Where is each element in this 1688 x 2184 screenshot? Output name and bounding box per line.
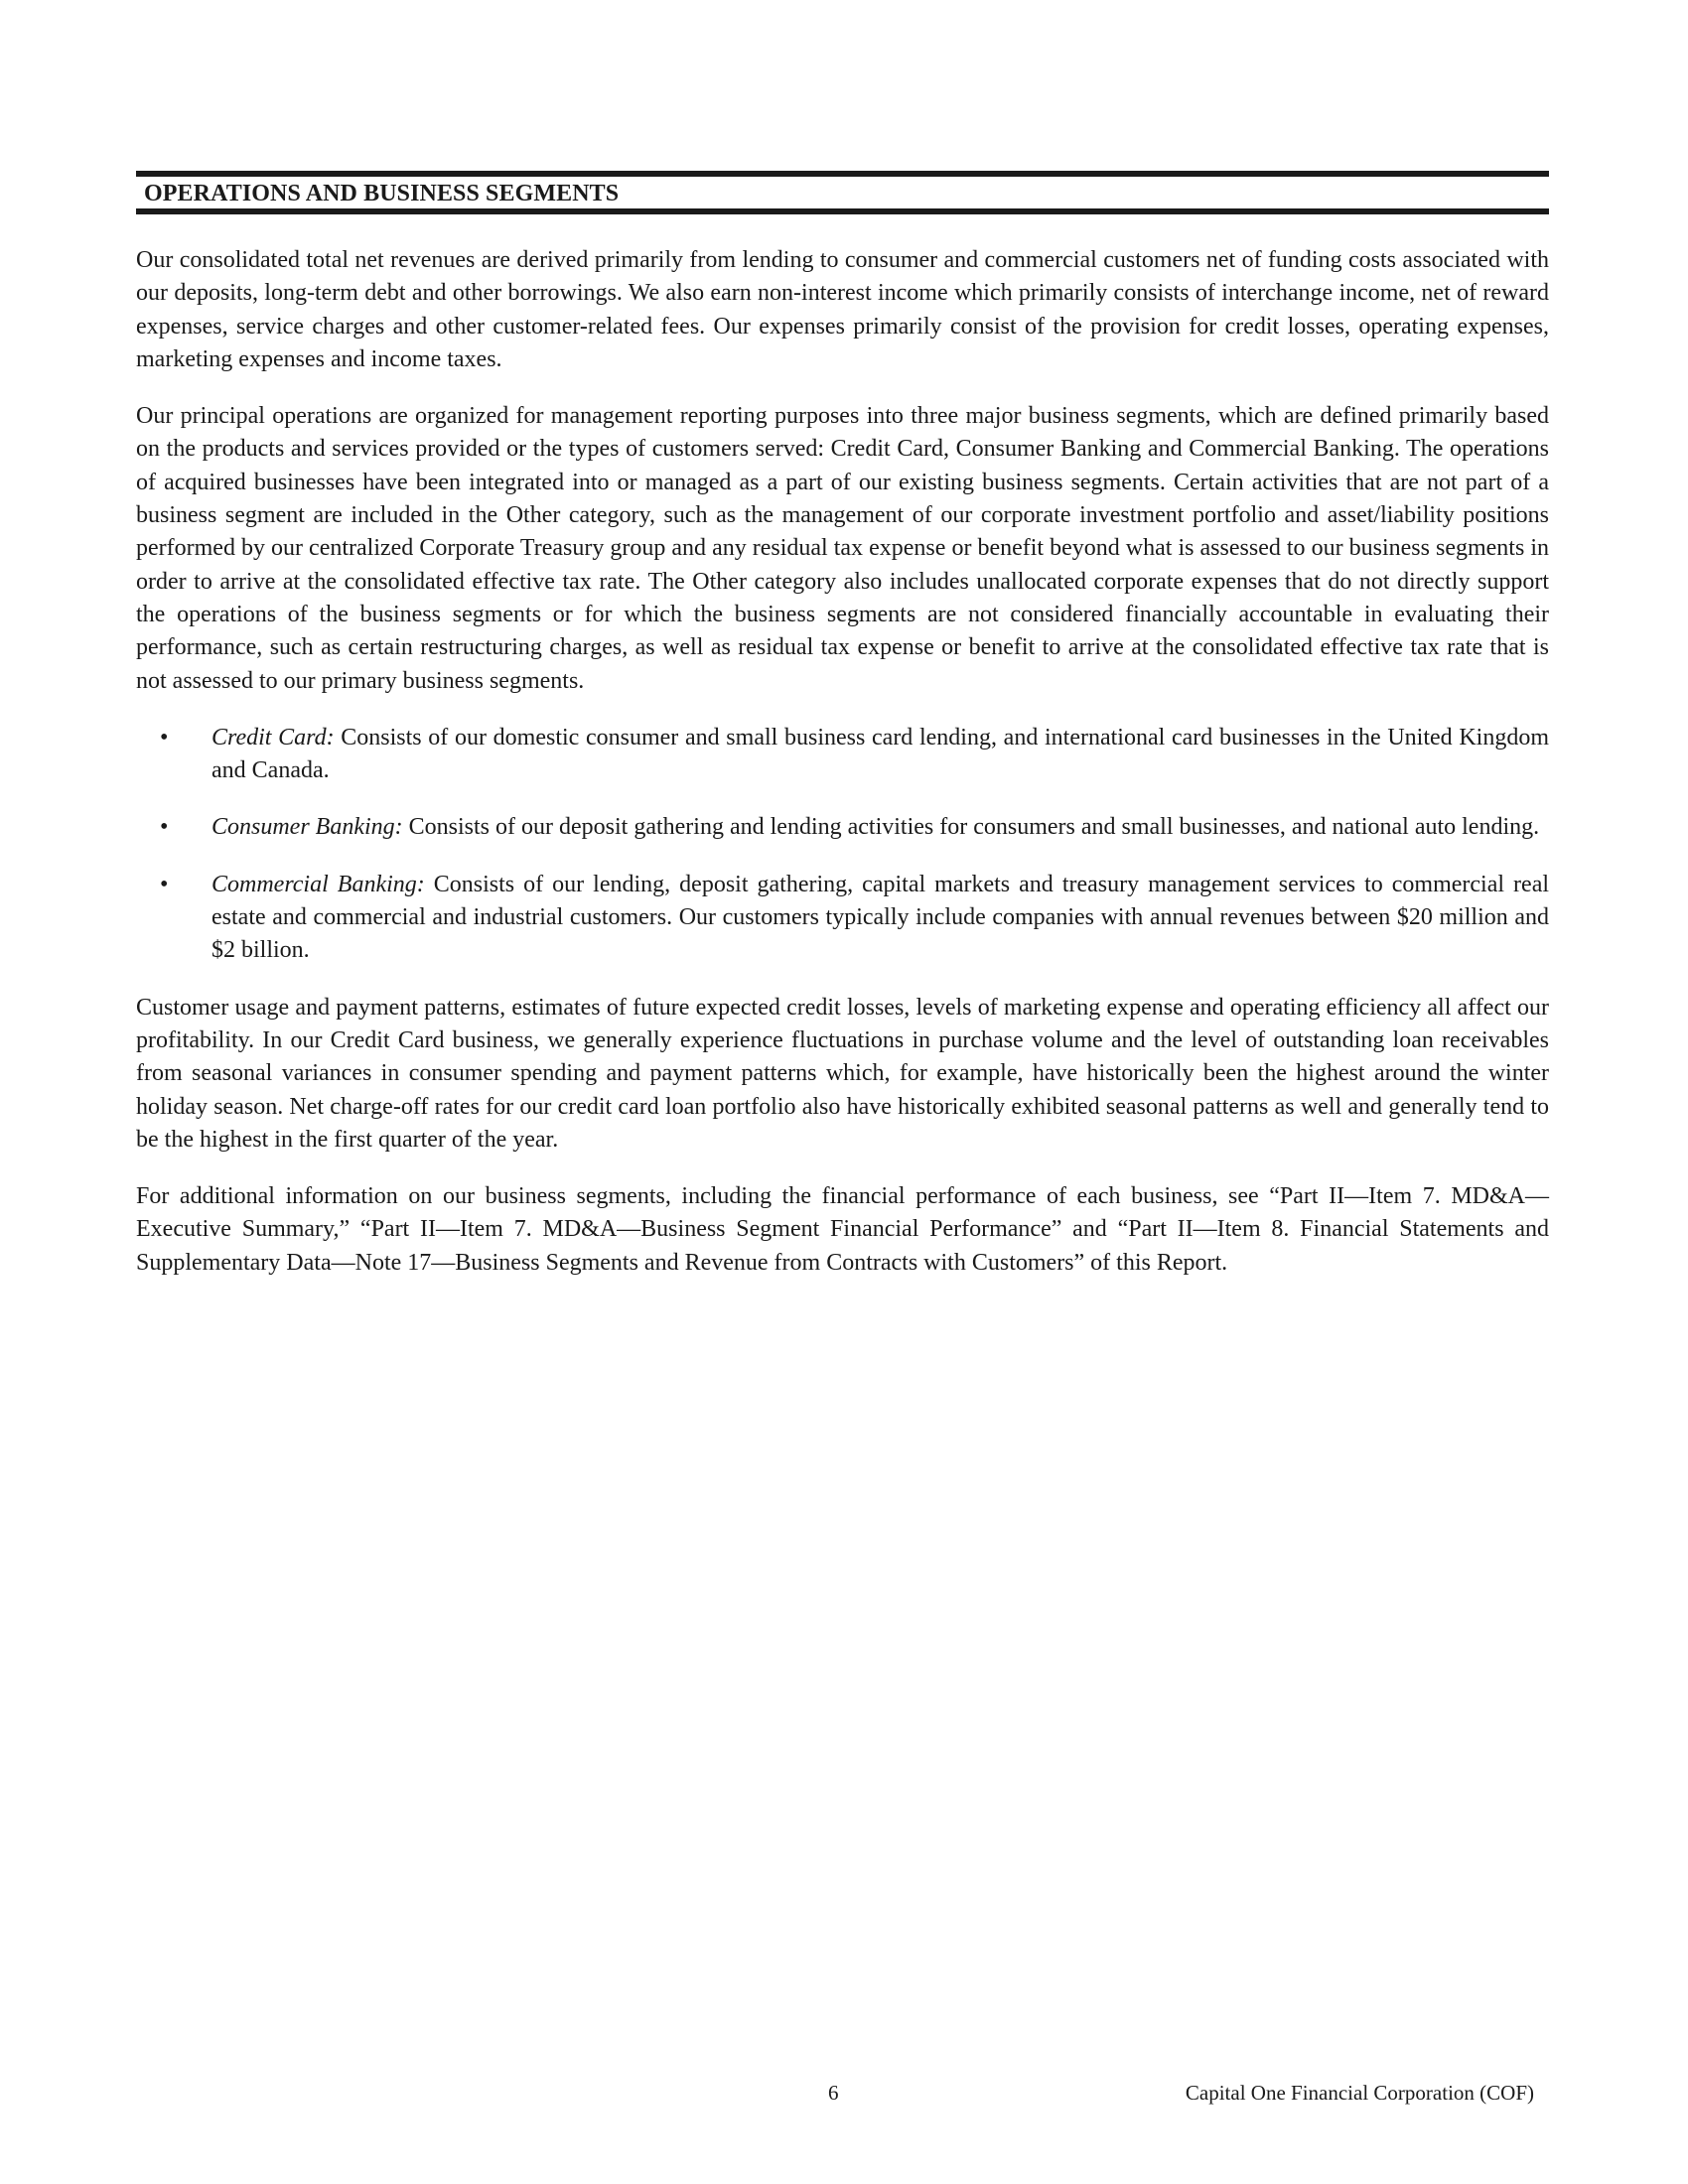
paragraph-seasonality: Customer usage and payment patterns, estimates of future expected credit losses, levels of marketing expense and operating efficiency all affect our profitability. In our Credit Card business, we generally experience fluctuations in purchase volume and the level of outstanding loan receivables from seasonal variances in consumer spending and payment patterns which, for example, have historically been the highest around the winter holiday season. Net charge-off rates for our credit card loan portfolio also have historically exhibited seasonal patterns as well and generally tend to be the highest in the first quarter of the year. <box>136 994 1549 1153</box>
segment-term: Consumer Banking: <box>211 814 403 841</box>
segment-description: Consists of our deposit gathering and lending activities for consumers and small businesses, and national auto lending. <box>402 814 1540 841</box>
section-title: OPERATIONS AND BUSINESS SEGMENTS <box>144 181 620 206</box>
footer-company-name: Capital One Financial Corporation (COF) <box>1185 2081 1534 2105</box>
segment-term: Commercial Banking: <box>211 871 425 897</box>
segment-description: Consists of our domestic consumer and small business card lending, and international card businesses in the United Kingdom and Canada. <box>211 724 1549 784</box>
segment-item-credit-card <box>136 722 1549 788</box>
header-top-rule <box>136 171 1549 177</box>
bullet-icon: • <box>160 724 169 751</box>
paragraph-principal-operations: Our principal operations are organized for management reporting purposes into three major business segments, which are defined primarily based on the products and services provided or the types of customers served: Credit Card, Consumer Banking and Commercial Banking. The operations of acquired businesses have been integrated into or managed as a part of our existing business segments. Certain activities that are not part of a business segment are included in the Other category, such as the management of our corporate investment portfolio and asset/liability positions performed by our centralized Corporate Treasury group and any residual tax expense or benefit beyond what is assessed to our business segments in order to arrive at the consolidated effective tax rate. The Other category also includes unallocated corporate expenses that do not directly support the operations of the business segments or for which the business segments are not considered financially accountable in evaluating their performance, such as certain restructuring charges, as well as residual tax expense or benefit to arrive at the consolidated effective tax rate that is not assessed to our primary business segments. <box>136 403 1549 694</box>
segment-list <box>136 722 1549 968</box>
header-bottom-rule <box>136 208 1549 214</box>
segment-item-commercial-banking <box>136 869 1549 968</box>
section-header <box>136 171 1549 215</box>
bullet-icon: • <box>160 814 169 841</box>
paragraph-revenues: Our consolidated total net revenues are derived primarily from lending to consumer and commercial customers net of funding costs associated with our deposits, long-term debt and other borrowings. We also earn non-interest income which primarily consists of interchange income, net of reward expenses, service charges and other customer-related fees. Our expenses primarily consist of the provision for credit losses, operating expenses, marketing expenses and income taxes. <box>136 247 1549 372</box>
segment-item-consumer-banking <box>136 811 1549 844</box>
bullet-icon: • <box>160 871 169 897</box>
paragraph-additional-information: For additional information on our business segments, including the financial performance of each business, see “Part II—Item 7. MD&A—Executive Summary,” “Part II—Item 7. MD&A—Business Segment Financial Performance” and “Part II—Item 8. Financial Statements and Supplementary Data—Note 17—Business Segments and Revenue from Contracts with Customers” of this Report. <box>136 1183 1549 1276</box>
segment-description: Consists of our lending, deposit gathering, capital markets and treasury management services to commercial real estate and commercial and industrial customers. Our customers typically include companies with annual revenues between $20 million and $2 billion. <box>211 871 1550 964</box>
document-body <box>136 244 1549 1303</box>
segment-term: Credit Card: <box>211 724 335 751</box>
page-number: 6 <box>828 2081 839 2105</box>
